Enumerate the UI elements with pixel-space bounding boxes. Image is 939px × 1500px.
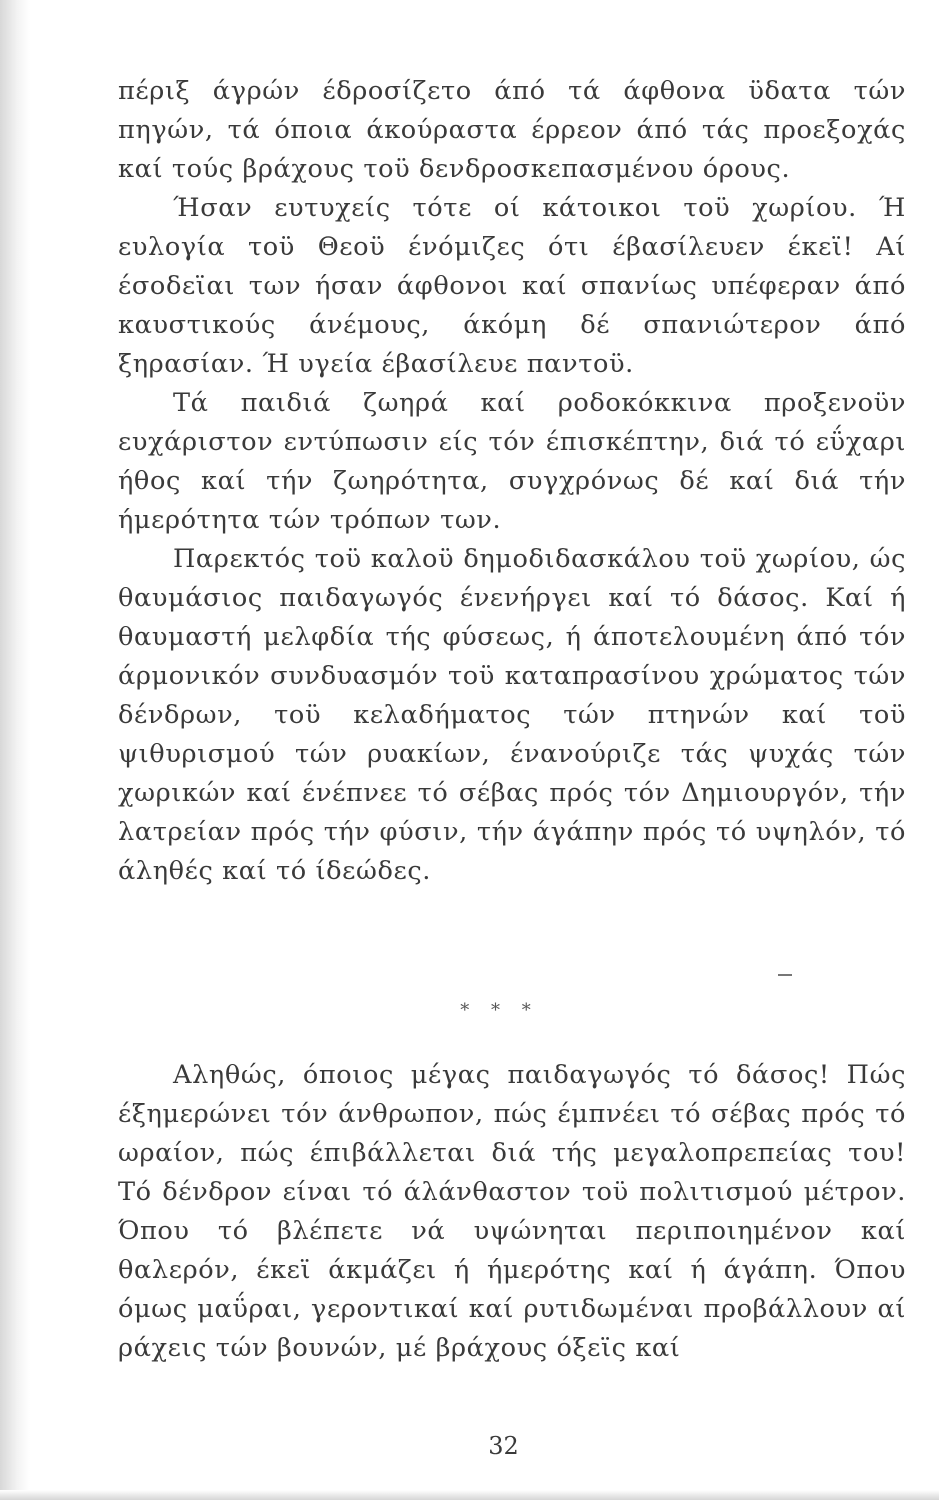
paragraph: Τά παιδιά ζωηρά καί ροδοκόκκινα προξενοϋν ευχάριστον εντύπωσιν είς τόν έπισκέπτην, διά τό εΰχαρι ήθος καί τήν ζωηρότητα, συγχρόνως δέ καί διά τήν ήμερότητα τών τρόπων των. bbox=[118, 388, 906, 535]
paragraph: Ήσαν ευτυχείς τότε οί κάτοικοι τοϋ χωρίου. Ή ευλογία τοϋ Θεοϋ ένόμιζες ότι έβασίλευεν έκεϊ! Αί έσοδεϊαι των ήσαν άφθονοι καί σπανίως υπέφεραν άπό καυστικούς άνέμους, άκόμη δέ σπανιώτερον άπό ξηρασίαν. Ή υγεία έβασίλευε παντοϋ. bbox=[118, 193, 906, 379]
text-block-lower bbox=[118, 1056, 906, 1368]
page-number: 32 bbox=[488, 1432, 519, 1460]
page-bottom-shadow bbox=[0, 1490, 939, 1500]
stray-mark bbox=[778, 974, 792, 976]
paragraph: Παρεκτός τοϋ καλοϋ δημοδιδασκάλου τοϋ χωρίου, ώς θαυμάσιος παιδαγωγός ένενήργει καί τό δάσος. Καί ή θαυμαστή μελφδία τής φύσεως, ή άποτελουμένη άπό τόν άρμονικόν συνδυασμόν τοϋ καταπρασίνου χρώματος τών δένδρων, τοϋ κελαδήματος τών πτηνών καί τοϋ ψιθυρισμού τών ρυακίων, ένανούριζε τάς ψυχάς τών χωρικών καί ένέπνεε τό σέβας πρός τόν Δημιουργόν, τήν λατρείαν πρός τήν φύσιν, τήν άγάπην πρός τό υψηλόν, τό άληθές καί τό ίδεώδες. bbox=[118, 544, 906, 886]
text-block-upper bbox=[118, 72, 906, 891]
paragraph: πέριξ άγρών έδροσίζετο άπό τά άφθονα ϋδατα τών πηγών, τά όποια άκούραστα έρρεον άπό τάς προεξοχάς καί τούς βράχους τοϋ δενδροσκεπασμένου όρους. bbox=[118, 76, 906, 184]
paragraph: Αληθώς, όποιος μέγας παιδαγωγός τό δάσος! Πώς έξημερώνει τόν άνθρωπον, πώς έμπνέει τό σέβας πρός τό ωραίον, πώς έπιβάλλεται διά τής μεγαλοπρεπείας του! Τό δένδρον είναι τό άλάνθαστον τοϋ πολιτισμού μέτρον. Όπου τό βλέπετε νά υψώνηται περιποιημένον καί θαλερόν, έκεϊ άκμάζει ή ήμερότης καί ή άγάπη. Όπου όμως μαΰραι, γεροντικαί καί ρυτιδωμέναι προβάλλουν αί ράχεις τών βουνών, μέ βράχους όξεϊς καί bbox=[118, 1060, 906, 1363]
section-separator: * * * bbox=[460, 1000, 539, 1021]
page-binding-shadow bbox=[0, 0, 30, 1500]
